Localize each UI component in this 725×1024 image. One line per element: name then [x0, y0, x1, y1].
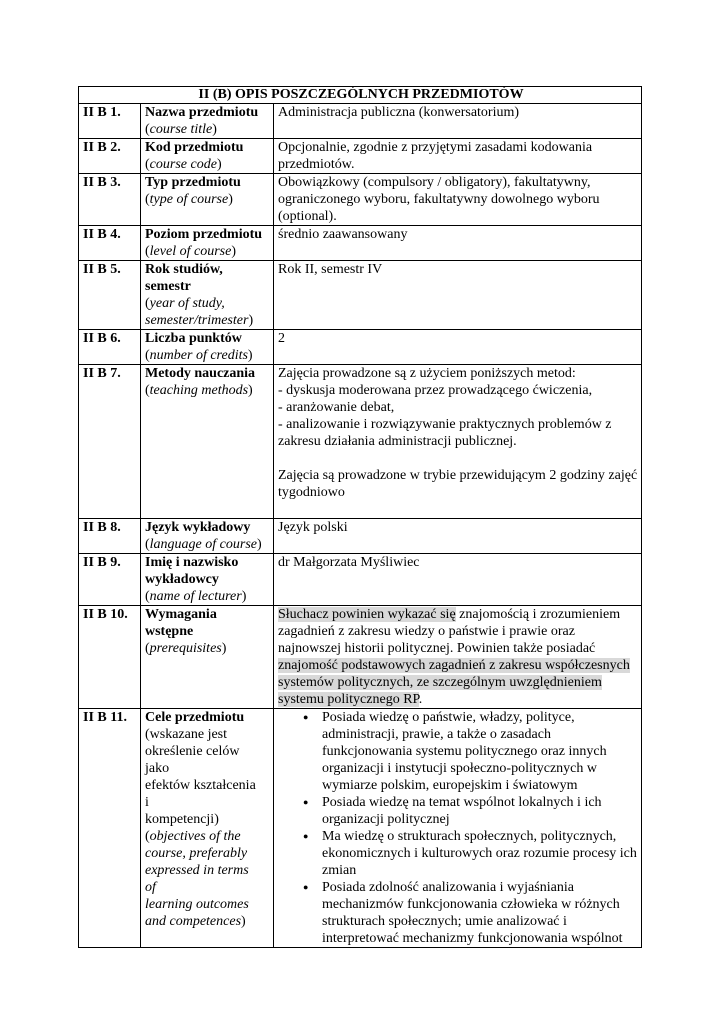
value-line: - analizowanie i rozwiązywanie praktycznych problemów z zakresu działania administracji publicznej.	[278, 417, 612, 449]
value-text: .	[418, 692, 423, 707]
row-label: Nazwa przedmiotu (course title)	[141, 104, 274, 139]
row-value: Administracja publiczna (konwersatorium)	[274, 104, 642, 139]
row-code: II B 1.	[79, 104, 141, 139]
row-label: Liczba punktów (number of credits)	[141, 330, 274, 365]
course-description-table	[78, 86, 642, 948]
row-title-en-line: year of study,	[149, 296, 225, 311]
row-value: Rok II, semestr IV	[274, 261, 642, 330]
row-desc-line: kompetencji)	[145, 812, 219, 827]
table-row	[79, 226, 642, 261]
row-title-en-line: objectives of the	[149, 829, 241, 844]
row-label: Metody nauczania (teaching methods)	[141, 365, 274, 519]
row-title-en: type of course	[149, 192, 229, 207]
row-label: Rok studiów, semestr (year of study, semester/trimester)	[141, 261, 274, 330]
row-title-line: Rok studiów,	[145, 262, 223, 277]
objectives-list	[278, 709, 639, 947]
row-code: II B 11.	[79, 709, 141, 948]
value-line: Zajęcia prowadzone są z użyciem poniższych metod:	[278, 366, 576, 381]
row-title: Typ przedmiotu	[145, 175, 241, 190]
row-desc-line: (wskazane jest	[145, 727, 228, 742]
row-title-en: course code	[149, 157, 217, 172]
list-item: ● Posiada wiedzę o państwie, władzy, polityce, administracji, prawie, a także o zasadach funkcjonowania systemu politycznego oraz innych organizacji i instytucji społeczno-politycznych w wymiarze polskim, europejskim i światowym	[322, 709, 639, 794]
row-title-en-line: course, preferably	[145, 846, 248, 861]
row-value	[274, 606, 642, 709]
row-desc-line: i	[145, 795, 149, 810]
value-text: znajomością i zrozumieniem zagadnień z zakresu wiedzy o państwie i prawie oraz najnowszej historii politycznej. Powinien także posiadać	[278, 607, 621, 656]
row-code: II B 4.	[79, 226, 141, 261]
row-title-en: prerequisites	[149, 641, 222, 656]
table-row	[79, 606, 642, 709]
row-title-en: level of course	[149, 244, 232, 259]
row-code: II B 7.	[79, 365, 141, 519]
row-title-en-line: of	[145, 880, 156, 895]
highlighted-text: znajomość podstawowych zagadnień z zakresu współczesnych systemów politycznych, ze szczególnym uwzględnieniem systemu politycznego RP	[278, 658, 630, 707]
row-code: II B 2.	[79, 139, 141, 174]
row-label: Poziom przedmiotu (level of course)	[141, 226, 274, 261]
table-header: II (B) OPIS POSZCZEGÓLNYCH PRZEDMIOTÓW	[79, 87, 642, 104]
row-title-en-line: learning outcomes	[145, 897, 249, 912]
row-title: Poziom przedmiotu	[145, 227, 263, 242]
row-code: II B 3.	[79, 174, 141, 226]
row-label: Wymagania wstępne (prerequisites)	[141, 606, 274, 709]
row-title-line: wstępne	[145, 624, 194, 639]
row-title: Kod przedmiotu	[145, 140, 244, 155]
highlighted-text: Słuchacz powinien wykazać się	[278, 607, 456, 622]
row-value	[274, 709, 642, 948]
table-row	[79, 174, 642, 226]
row-label: Kod przedmiotu (course code)	[141, 139, 274, 174]
row-title: Cele przedmiotu	[145, 710, 245, 725]
row-title-en-line: and competences	[145, 914, 242, 929]
row-title-en-line: expressed in terms	[145, 863, 249, 878]
row-title-en: language of course	[149, 537, 257, 552]
table-row	[79, 139, 642, 174]
value-line	[278, 450, 639, 467]
table-row	[79, 365, 642, 519]
row-title-line: Wymagania	[145, 607, 217, 622]
row-desc-line: określenie celów	[145, 744, 240, 759]
value-line: - aranżowanie debat,	[278, 400, 395, 415]
row-code: II B 6.	[79, 330, 141, 365]
value-line: - dyskusja moderowana przez prowadzącego ćwiczenia,	[278, 383, 593, 398]
table-row	[79, 261, 642, 330]
row-label: Imię i nazwisko wykładowcy (name of lecturer)	[141, 554, 274, 606]
row-title: Język wykładowy	[145, 520, 251, 535]
row-value	[274, 365, 642, 519]
row-value: dr Małgorzata Myśliwiec	[274, 554, 642, 606]
row-desc-line: jako	[145, 761, 170, 776]
table-row	[79, 709, 642, 948]
row-title: Liczba punktów	[145, 331, 242, 346]
row-title: Nazwa przedmiotu	[145, 105, 259, 120]
row-title-line: semestr	[145, 279, 191, 294]
row-title-line: Imię i nazwisko	[145, 555, 239, 570]
row-value: Obowiązkowy (compulsory / obligatory), fakultatywny, ograniczonego wyboru, fakultatywny dowolnego wyboru (optional).	[274, 174, 642, 226]
list-item: ● Posiada zdolność analizowania i wyjaśniania mechanizmów funkcjonowania człowieka w różnych strukturach społecznych; umie analizować i interpretować mechanizmy funkcjonowania wspólnot	[322, 879, 639, 947]
row-code: II B 8.	[79, 519, 141, 554]
row-title-line: wykładowcy	[145, 572, 219, 587]
row-title: Metody nauczania	[145, 366, 256, 381]
row-code: II B 9.	[79, 554, 141, 606]
row-title-en: course title	[149, 122, 213, 137]
row-title-en: name of lecturer	[149, 589, 242, 604]
row-value: Język polski	[274, 519, 642, 554]
row-title-en-line: semester/trimester	[145, 313, 249, 328]
row-code: II B 10.	[79, 606, 141, 709]
list-item: ● Posiada wiedzę na temat wspólnot lokalnych i ich organizacji politycznej	[322, 794, 639, 828]
row-value: 2	[274, 330, 642, 365]
value-line: Zajęcia są prowadzone w trybie przewidującym 2 godziny zajęć tygodniowo	[278, 468, 638, 500]
row-code: II B 5.	[79, 261, 141, 330]
table-row	[79, 519, 642, 554]
row-value: Opcjonalnie, zgodnie z przyjętymi zasadami kodowania przedmiotów.	[274, 139, 642, 174]
row-label: Cele przedmiotu (wskazane jest określenie celów jako efektów kształcenia i kompetencji) (objectives of the course, preferably expressed in terms of learning outcomes and competences)	[141, 709, 274, 948]
row-title-en: teaching methods	[149, 383, 249, 398]
row-label: Język wykładowy (language of course)	[141, 519, 274, 554]
row-desc-line: efektów kształcenia	[145, 778, 256, 793]
list-item: ● Ma wiedzę o strukturach społecznych, politycznych, ekonomicznych i kulturowych oraz rozumie procesy ich zmian	[322, 828, 639, 879]
row-label: Typ przedmiotu (type of course)	[141, 174, 274, 226]
table-row	[79, 104, 642, 139]
table-row	[79, 554, 642, 606]
row-value: średnio zaawansowany	[274, 226, 642, 261]
table-row	[79, 330, 642, 365]
row-title-en: number of credits	[149, 348, 248, 363]
